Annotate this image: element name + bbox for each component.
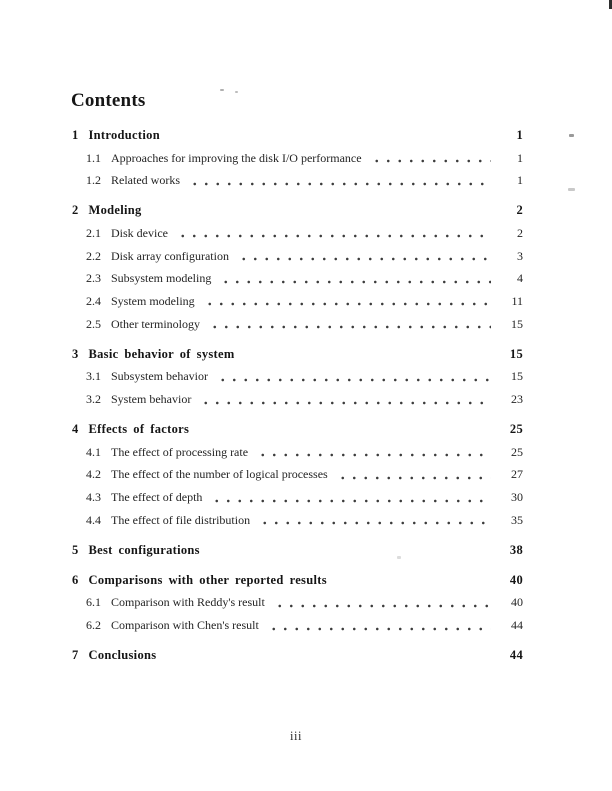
toc-entry-row [72, 169, 523, 192]
entry-title: Subsystem behavior [111, 369, 208, 384]
toc-entry-row [72, 290, 523, 313]
section-number: 7 [72, 648, 79, 663]
entry-title: The effect of depth [111, 490, 203, 505]
entry-number: 2.5 [86, 316, 101, 331]
entry-number: 2.2 [86, 248, 101, 263]
toc-entry-row [72, 614, 523, 637]
entry-page-number: 2 [517, 225, 523, 240]
page-number-folio: iii [290, 729, 302, 743]
entry-page-number: 15 [511, 369, 523, 384]
toc-entry-row [72, 464, 523, 487]
entry-number: 3.1 [86, 369, 101, 384]
section-page-number: 25 [509, 421, 523, 436]
dot-leader [218, 267, 491, 290]
toc-section [72, 343, 523, 411]
toc-entry-row [72, 509, 523, 532]
entry-title: Other terminology [111, 316, 200, 331]
section-title: Conclusions [88, 648, 157, 663]
section-title: Best configurations [88, 542, 200, 557]
dot-leader [272, 592, 491, 615]
entry-page-number: 40 [511, 595, 523, 610]
entry-number: 3.2 [86, 392, 101, 406]
toc-section-header-row [72, 418, 523, 441]
scan-speck [568, 188, 575, 191]
section-page-number: 2 [516, 203, 523, 218]
toc-section [72, 124, 523, 192]
section-number: 6 [72, 572, 79, 587]
entry-page-number: 15 [511, 316, 523, 331]
toc-entry-row [72, 365, 523, 388]
toc-section-header-row [72, 644, 523, 667]
entry-title: Disk array configuration [111, 248, 229, 263]
toc-entry-row [72, 486, 523, 509]
scan-speck [220, 89, 224, 91]
toc-section-header-row [72, 343, 523, 366]
toc-section-header-row [72, 569, 523, 592]
toc [72, 124, 523, 667]
section-number: 5 [72, 542, 79, 557]
entry-title: Approaches for improving the disk I/O performance [111, 150, 362, 165]
entry-number: 2.4 [86, 293, 101, 308]
entry-page-number: 23 [511, 392, 523, 406]
section-page-number: 44 [509, 648, 523, 663]
entry-page-number: 1 [517, 150, 523, 165]
dot-leader [369, 147, 491, 170]
dot-leader [187, 169, 491, 192]
scan-speck [569, 134, 574, 137]
toc-section-header-row [72, 199, 523, 222]
toc-section [72, 199, 523, 335]
dot-leader [266, 614, 491, 637]
toc-section [72, 569, 523, 637]
section-page-number: 15 [509, 346, 523, 361]
toc-entry-row [72, 313, 523, 336]
section-page-number: 1 [516, 127, 523, 142]
dot-leader [175, 222, 491, 245]
section-title: Basic behavior of system [88, 346, 235, 361]
scan-speck [235, 91, 238, 93]
toc-entry-row [72, 222, 523, 245]
toc-entry-row [72, 245, 523, 268]
toc-section-header-row [72, 124, 523, 147]
dot-leader [215, 365, 491, 388]
entry-title: Disk device [111, 225, 168, 240]
page-title: Contents [71, 90, 146, 111]
entry-number: 2.1 [86, 225, 101, 240]
entry-number: 4.3 [86, 490, 101, 505]
toc-entry-row [72, 592, 523, 615]
entry-title: The effect of file distribution [111, 512, 251, 527]
toc-section [72, 418, 523, 531]
section-title: Effects of factors [88, 421, 190, 436]
entry-number: 1.2 [86, 173, 101, 188]
toc-section [72, 539, 523, 562]
toc-entry-row [72, 441, 523, 464]
toc-section [72, 644, 523, 667]
entry-number: 6.2 [86, 618, 101, 633]
entry-title: System modeling [111, 293, 195, 308]
section-page-number: 40 [509, 572, 523, 587]
section-number: 1 [72, 127, 79, 142]
section-number: 2 [72, 203, 79, 218]
section-title: Introduction [88, 127, 160, 142]
entry-page-number: 3 [517, 248, 523, 263]
entry-page-number: 30 [511, 490, 523, 505]
entry-title: Subsystem modeling [111, 271, 212, 286]
entry-page-number: 44 [511, 618, 523, 633]
entry-number: 4.4 [86, 512, 101, 527]
leader-spacer [196, 418, 491, 441]
section-title: Comparisons with other reported results [88, 572, 327, 587]
leader-spacer [149, 199, 491, 222]
entry-number: 2.3 [86, 271, 101, 286]
entry-page-number: 11 [511, 293, 523, 308]
section-page-number: 38 [509, 542, 523, 557]
entry-number: 1.1 [86, 150, 101, 165]
entry-page-number: 1 [517, 173, 523, 188]
dot-leader [209, 486, 491, 509]
entry-title: The effect of the number of logical processes [111, 467, 328, 482]
entry-page-number: 4 [517, 271, 523, 286]
dot-leader [202, 290, 491, 313]
leader-spacer [242, 343, 491, 366]
entry-number: 4.2 [86, 467, 101, 482]
entry-title: Comparison with Chen's result [111, 618, 259, 633]
entry-title: The effect of processing rate [111, 444, 249, 459]
leader-spacer [167, 124, 491, 147]
section-title: Modeling [88, 203, 142, 218]
dot-leader [257, 509, 491, 532]
leader-spacer [334, 569, 491, 592]
section-number: 3 [72, 346, 79, 361]
entry-number: 6.1 [86, 595, 101, 610]
dot-leader [236, 245, 491, 268]
entry-page-number: 35 [511, 512, 523, 527]
toc-section-header-row [72, 539, 523, 562]
dot-leader [198, 388, 491, 411]
dot-leader [255, 441, 491, 464]
entry-page-number: 27 [511, 467, 523, 482]
entry-title: Comparison with Reddy's result [111, 595, 265, 610]
dot-leader [335, 464, 491, 487]
toc-entry-row [72, 147, 523, 170]
entry-title: Related works [111, 173, 180, 188]
toc-entry-row [72, 388, 523, 411]
toc-entry-row [72, 267, 523, 290]
leader-spacer [207, 539, 491, 562]
entry-page-number: 25 [511, 444, 523, 459]
dot-leader [207, 313, 491, 336]
entry-title: System behavior [111, 392, 192, 406]
section-number: 4 [72, 421, 79, 436]
leader-spacer [163, 644, 491, 667]
entry-number: 4.1 [86, 444, 101, 459]
